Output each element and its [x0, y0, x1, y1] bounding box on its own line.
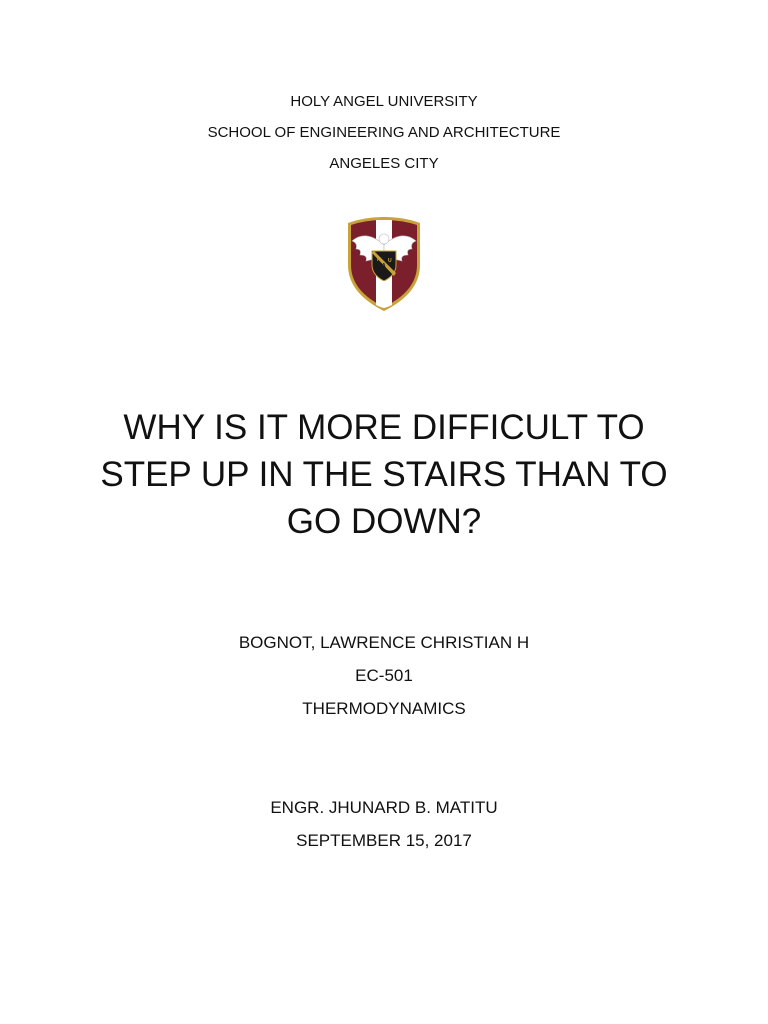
paper-title — [60, 404, 708, 545]
author-name: BOGNOT, LAWRENCE CHRISTIAN H — [238, 633, 530, 652]
instructor-name: ENGR. JHUNARD B. MATITU — [270, 798, 498, 817]
svg-text:A: A — [382, 263, 386, 269]
university-name: HOLY ANGEL UNIVERSITY — [290, 93, 478, 110]
svg-text:U: U — [388, 258, 392, 264]
university-seal-icon — [344, 215, 424, 313]
school-name: SCHOOL OF ENGINEERING AND ARCHITECTURE — [207, 124, 561, 141]
submission-date: SEPTEMBER 15, 2017 — [296, 831, 472, 850]
subject-name: THERMODYNAMICS — [302, 699, 466, 718]
title-line-3: GO DOWN? — [286, 502, 482, 541]
city-name: ANGELES CITY — [329, 155, 439, 172]
title-line-1: WHY IS IT MORE DIFFICULT TO — [123, 408, 645, 447]
svg-text:H: H — [377, 257, 381, 263]
section-code: EC-501 — [355, 666, 413, 685]
title-line-2: STEP UP IN THE STAIRS THAN TO — [100, 455, 668, 494]
